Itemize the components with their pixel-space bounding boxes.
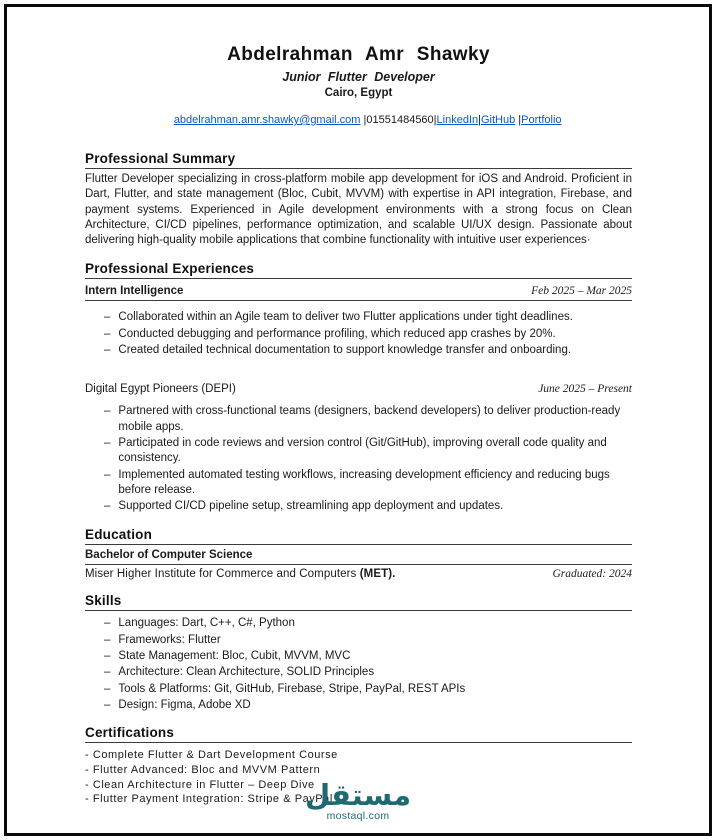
portfolio-link[interactable]: Portfolio — [521, 114, 562, 126]
phone-number: 01551484560 — [366, 114, 434, 126]
bullet-marker: – — [104, 617, 111, 630]
institution-name-text: Miser Higher Institute for Commerce and Computers — [85, 568, 360, 581]
bullet-item — [104, 468, 632, 499]
contact-separator: | — [360, 114, 367, 126]
job-header-intern-intelligence — [85, 285, 632, 301]
contact-line — [85, 102, 632, 138]
bullet-text: Created detailed technical documentation to support knowledge transfer and onboarding. — [118, 344, 572, 357]
company-name: Digital Egypt Pioneers (DEPI) — [85, 383, 236, 396]
skill-text: Design: Figma, Adobe XD — [118, 698, 251, 711]
bullet-marker: – — [104, 500, 111, 513]
bullet-text: Collaborated within an Agile team to deliver two Flutter applications under tight deadlines. — [118, 311, 573, 324]
bullet-item — [104, 343, 632, 358]
certification-item: - Flutter Advanced: Bloc and MVVM Pattern — [85, 764, 321, 777]
bullet-marker: – — [104, 682, 111, 695]
company-name: Intern Intelligence — [85, 285, 184, 298]
skill-text: Tools & Platforms: Git, GitHub, Firebase, Stripe, PayPal, REST APIs — [118, 682, 466, 695]
bullet-item — [104, 327, 632, 342]
linkedin-link[interactable]: LinkedIn — [436, 114, 479, 126]
job-dates: June 2025 – Present — [538, 383, 632, 396]
bullet-marker: – — [104, 468, 111, 481]
skill-item — [104, 650, 632, 664]
section-education — [85, 527, 632, 580]
section-professional-summary — [85, 151, 632, 248]
candidate-job-title: Junior Flutter Developer — [282, 70, 435, 84]
bullet-marker: – — [104, 436, 111, 449]
bullet-text: Conducted debugging and performance profiling, which reduced app crashes by 20%. — [118, 327, 556, 340]
mostaql-watermark — [0, 780, 716, 822]
bullet-marker: – — [104, 405, 111, 418]
bullet-item — [104, 310, 632, 325]
skill-item — [104, 634, 632, 648]
candidate-location: Cairo, Egypt — [324, 87, 393, 99]
bullet-item — [104, 499, 632, 514]
institution-abbreviation: (MET). — [359, 568, 396, 581]
resume-content — [85, 0, 632, 807]
heading-professional-summary: Professional Summary — [85, 151, 632, 169]
bullet-item — [104, 436, 632, 467]
github-link[interactable]: GitHub — [480, 114, 516, 126]
skill-item — [104, 683, 632, 697]
bullet-marker: – — [104, 633, 111, 646]
bullet-marker: – — [104, 311, 111, 324]
bullet-marker: – — [104, 344, 111, 357]
certification-item: - Flutter Payment Integration: Stripe & PayPal — [85, 793, 333, 806]
skill-text: Architecture: Clean Architecture, SOLID Principles — [118, 666, 375, 679]
skill-text: Frameworks: Flutter — [118, 633, 221, 646]
contact-separator: | — [478, 114, 481, 126]
bullet-marker: – — [104, 327, 111, 340]
job-dates: Feb 2025 – Mar 2025 — [531, 285, 632, 298]
candidate-name: Abdelrahman Amr Shawky — [227, 44, 490, 65]
bullet-marker: – — [104, 698, 111, 711]
mostaql-logo-arabic: مستقل — [304, 778, 412, 812]
contact-separator: | — [515, 114, 522, 126]
heading-certifications: Certifications — [85, 725, 632, 743]
bullet-marker: – — [104, 666, 111, 679]
contact-separator: | — [433, 114, 437, 126]
heading-education: Education — [85, 527, 632, 545]
job-bullet-list — [104, 310, 632, 358]
skill-text: Languages: Dart, C++, C#, Python — [118, 617, 295, 630]
summary-text: Flutter Developer specializing in cross-platform mobile app development for iOS and Android. Proficient in Dart, Flutter, and state management (Bloc, Cubit, MVVM) with expertise in API integration, Firebase, and payment systems. Experienced in Agile development environments with a strong focus on Clean Architecture, CI/CD pipelines, performance optimization, and scalable UI/UX design. Passionate about delivering high-quality mobile applications that combine functionality with intuitive user experiences· — [85, 173, 632, 247]
section-skills — [85, 593, 632, 712]
bullet-text: Participated in code reviews and version control (Git/GitHub), improving overall code quality and consistency. — [118, 436, 607, 465]
job-bullet-list — [104, 404, 632, 514]
certification-item: - Clean Architecture in Flutter – Deep Dive — [85, 778, 315, 791]
graduation-date: Graduated: 2024 — [552, 568, 632, 581]
section-professional-experiences — [85, 261, 632, 514]
institution-name — [85, 568, 395, 580]
bullet-marker: – — [104, 650, 111, 663]
skill-item — [104, 666, 632, 680]
email-link[interactable]: abdelrahman.amr.shawky@gmail.com — [173, 114, 361, 126]
degree-title: Bachelor of Computer Science — [85, 549, 632, 565]
skill-item — [104, 699, 632, 713]
mostaql-domain: mostaql.com — [326, 810, 390, 822]
job-header-depi — [85, 383, 632, 395]
bullet-item — [104, 404, 632, 435]
skill-item — [104, 617, 632, 631]
heading-skills: Skills — [85, 593, 632, 611]
skill-text: State Management: Bloc, Cubit, MVVM, MVC — [118, 650, 351, 663]
bullet-text: Implemented automated testing workflows, increasing development efficiency and reducing bugs before release. — [118, 468, 610, 496]
heading-professional-experiences: Professional Experiences — [85, 261, 632, 279]
bullet-text: Partnered with cross-functional teams (designers, backend developers) to deliver production-ready mobile apps. — [118, 405, 621, 433]
education-institution-row — [85, 568, 632, 580]
skills-list — [104, 617, 632, 712]
certification-item: - Complete Flutter & Dart Development Course — [85, 749, 338, 762]
bullet-text: Supported CI/CD pipeline setup, streamlining app deployment and updates. — [118, 500, 504, 513]
